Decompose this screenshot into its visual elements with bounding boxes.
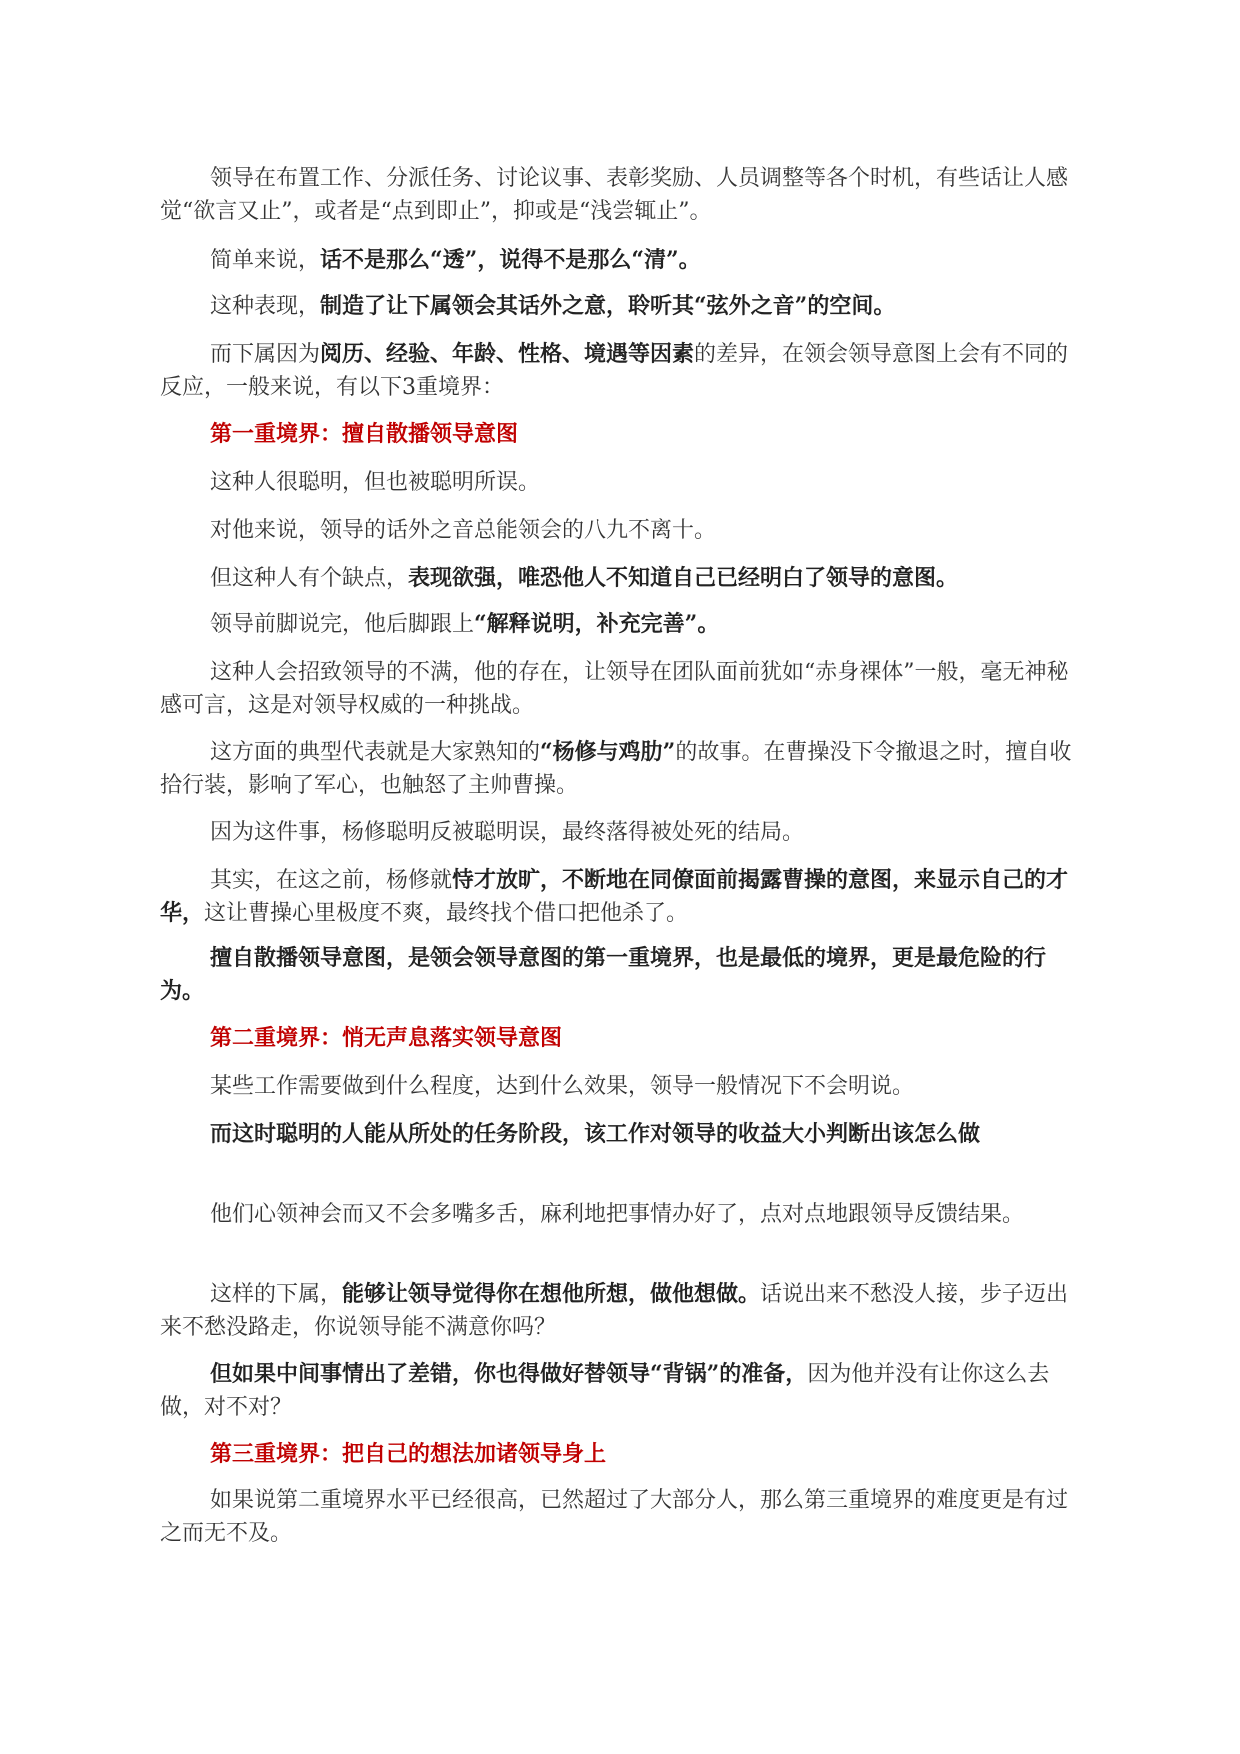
body-paragraph: [160, 1278, 1088, 1344]
text-run: 第三重境界：把自己的想法加诸领导身上: [210, 1441, 607, 1467]
body-paragraph: [160, 338, 1088, 404]
text-run: 这种人很聪明，但也被聪明所误。: [210, 470, 541, 495]
body-paragraph: [160, 1484, 1088, 1550]
bold-text: 擅自散播领导意图，是领会领导意图的第一重境界，也是最低的境界，更是最危险的行为。: [160, 945, 1047, 1004]
body-paragraph: [160, 1358, 1088, 1424]
body-paragraph: [160, 1198, 1088, 1231]
bold-text: 能够让领导觉得你在想他所想，做他想做。: [342, 1281, 761, 1307]
body-paragraph: [160, 162, 1088, 228]
body-paragraph: [160, 290, 1088, 323]
body-paragraph: [160, 608, 1088, 641]
bold-text: 话不是那么“透”，说得不是那么“清”。: [320, 247, 701, 273]
body-paragraph: [160, 656, 1088, 722]
text-run: 因为他并没有让你这么去做，对不对？: [160, 1362, 1050, 1420]
body-paragraph: [160, 942, 1088, 1008]
text-run: 这种表现，: [210, 294, 321, 319]
bold-text: 制造了让下属领会其话外之意，聆听其“弦外之音”的空间。: [320, 293, 896, 319]
body-paragraph: [160, 244, 1088, 277]
text-run: 第一重境界：擅自散播领导意图: [210, 421, 519, 447]
section-heading: [160, 1438, 1088, 1471]
body-paragraph: [160, 514, 1088, 547]
bold-text: “解释说明，补充完善”。: [474, 611, 720, 637]
body-paragraph: [160, 736, 1088, 802]
section-heading: [160, 1022, 1088, 1055]
text-run: 这让曹操心里极度不爽，最终找个借口把他杀了。: [204, 901, 689, 926]
text-run: 而下属因为: [210, 342, 321, 367]
text-run: 的故事。在曹操没下令撤退之时，擅自收拾行装，影响了军心，也触怒了主帅曹操。: [160, 740, 1072, 798]
text-run: 这样的下属，: [210, 1282, 343, 1307]
text-run: 如果说第二重境界水平已经很高，已然超过了大部分人，那么第三重境界的难度更是有过之而无不及。: [160, 1488, 1069, 1546]
text-run: 他们心领神会而又不会多嘴多舌，麻利地把事情办好了，点对点地跟领导反馈结果。: [210, 1202, 1025, 1227]
text-run: 因为这件事，杨修聪明反被聪明误，最终落得被处死的结局。: [210, 820, 805, 845]
body-paragraph: [160, 466, 1088, 499]
text-run: 的差异，在领会领导意图上会有不同的反应，一般来说，有以下3重境界：: [160, 342, 1069, 400]
section-heading: [160, 418, 1088, 451]
bold-text: 恃才放旷，不断地在同僚面前揭露曹操的意图，来显示自己的才华，: [160, 867, 1069, 926]
text-run: 这种人会招致领导的不满，他的存在，让领导在团队面前犹如“赤身裸体”一般，毫无神秘感可言，这是对领导权威的一种挑战。: [160, 660, 1069, 718]
text-run: 话说出来不愁没人接，步子迈出来不愁没路走，你说领导能不满意你吗？: [160, 1282, 1069, 1340]
text-run: 这方面的典型代表就是大家熟知的: [210, 740, 541, 765]
body-paragraph: [160, 816, 1088, 849]
bold-text: “杨修与鸡肋”: [540, 739, 676, 765]
body-paragraph: [160, 1118, 1088, 1151]
text-run: 简单来说，: [210, 248, 321, 273]
text-run: 第二重境界：悄无声息落实领导意图: [210, 1025, 563, 1051]
text-run: 对他来说，领导的话外之音总能领会的八九不离十。: [210, 518, 717, 543]
body-paragraph: [160, 864, 1088, 930]
bold-text: 表现欲强，唯恐他人不知道自己已经明白了领导的意图。: [408, 565, 959, 591]
bold-text: 但如果中间事情出了差错，你也得做好替领导“背锅”的准备，: [210, 1361, 808, 1387]
text-run: 但这种人有个缺点，: [210, 566, 409, 591]
body-paragraph: [160, 1070, 1088, 1103]
bold-text: 而这时聪明的人能从所处的任务阶段，该工作对领导的收益大小判断出该怎么做: [210, 1121, 981, 1147]
body-paragraph: [160, 562, 1088, 595]
bold-text: 阅历、经验、年龄、性格、境遇等因素: [320, 341, 695, 367]
text-run: 某些工作需要做到什么程度，达到什么效果，领导一般情况下不会明说。: [210, 1074, 915, 1099]
text-run: 领导在布置工作、分派任务、讨论议事、表彰奖励、人员调整等各个时机，有些话让人感觉“欲言又止”，或者是“点到即止”，抑或是“浅尝辄止”。: [160, 166, 1069, 224]
text-run: 其实，在这之前，杨修就: [210, 868, 453, 893]
text-run: 领导前脚说完，他后脚跟上: [210, 612, 475, 637]
